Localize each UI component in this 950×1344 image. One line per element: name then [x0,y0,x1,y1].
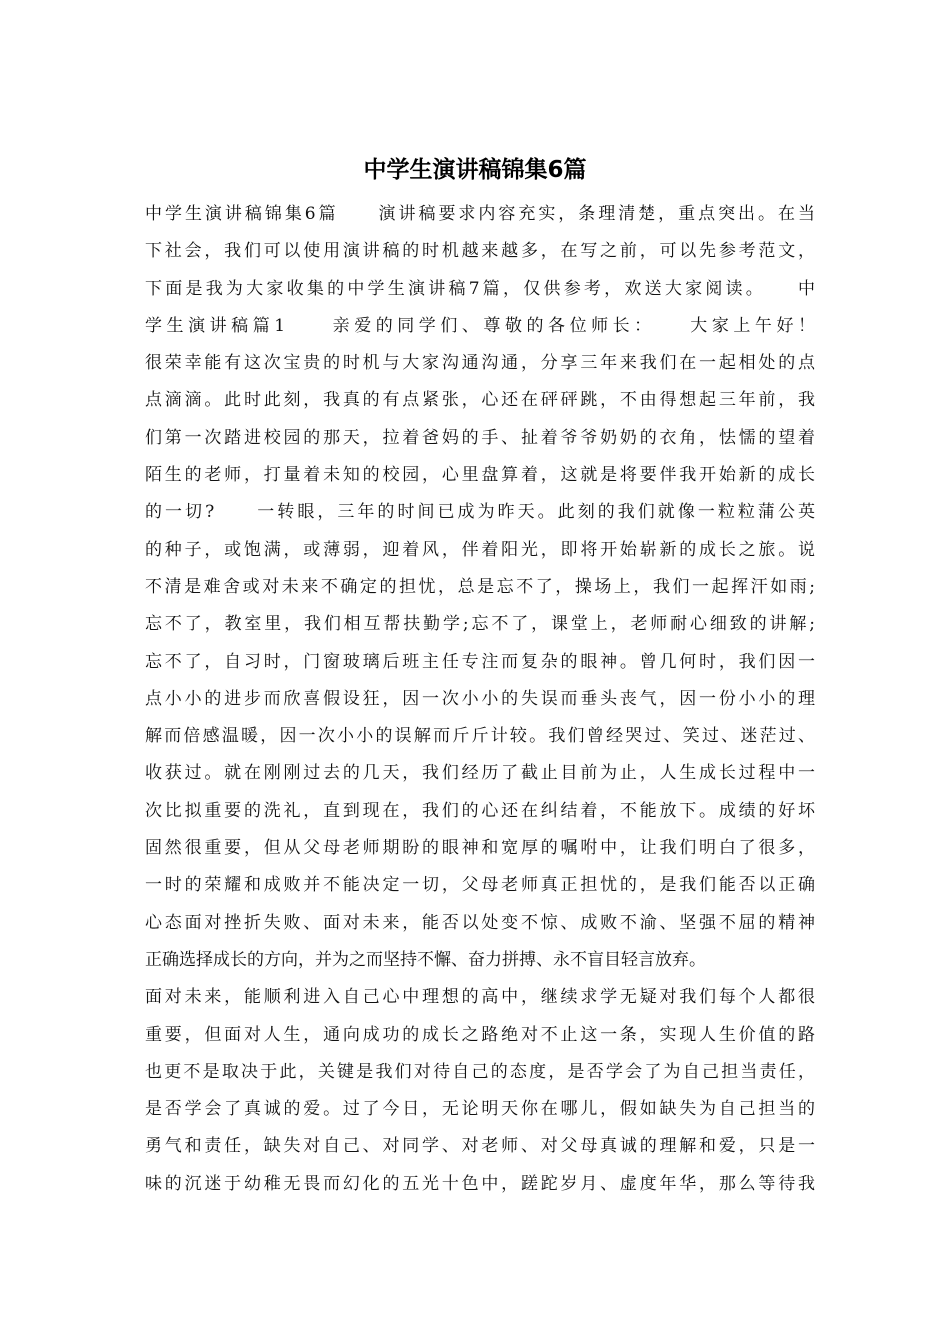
body-line: 陌生的老师，打量着未知的校园，心里盘算着，这就是将要伴我开始新的成长 [145,465,815,486]
body-line: 正确选择成长的方向，并为之而坚持不懈、奋力拼搏、永不盲目轻言放弃。 [145,949,706,970]
body-line: 心态面对挫折失败、面对未来，能否以处变不惊、成败不渝、坚强不屈的精神 [145,912,815,933]
document-body [145,196,815,1203]
body-line: 中学生演讲稿锦集6篇 演讲稿要求内容充实，条理清楚，重点突出。在当 [145,204,815,224]
body-line: 下面是我为大家收集的中学生演讲稿7篇，仅供参考，欢送大家阅读。 中 [145,278,815,299]
body-line: 味的沉迷于幼稚无畏而幻化的五光十色中，蹉跎岁月、虚度年华，那么等待我 [145,1173,815,1194]
body-line: 忘不了，教室里，我们相互帮扶勤学;忘不了，课堂上，老师耐心细致的讲解; [145,614,815,635]
body-line: 重要，但面对人生，通向成功的成长之路绝对不止这一条，实现人生价值的路 [145,1024,815,1045]
body-line: 一时的荣耀和成败并不能决定一切，父母老师真正担忧的，是我们能否以正确 [145,875,815,896]
body-line: 勇气和责任，缺失对自己、对同学、对老师、对父母真诚的理解和爱，只是一 [145,1136,815,1157]
body-line: 忘不了，自习时，门窗玻璃后班主任专注而复杂的眼神。曾几何时，我们因一 [145,651,815,672]
body-line: 是否学会了真诚的爱。过了今日，无论明天你在哪儿，假如缺失为自己担当的 [145,1099,815,1120]
body-line: 的种子，或饱满，或薄弱，迎着风，伴着阳光，即将开始崭新的成长之旅。说 [145,539,815,560]
body-line: 不清是难舍或对未来不确定的担忧，总是忘不了，操场上，我们一起挥汗如雨; [145,576,815,597]
document-title: 中学生演讲稿锦集6篇 [363,157,587,183]
body-line: 很荣幸能有这次宝贵的时机与大家沟通沟通，分享三年来我们在一起相处的点 [145,353,815,374]
body-line: 的一切? 一转眼，三年的时间已成为昨天。此刻的我们就像一粒粒蒲公英 [145,502,815,523]
body-line: 点滴滴。此时此刻，我真的有点紧张，心还在砰砰跳，不由得想起三年前，我 [145,390,815,411]
body-line: 下社会，我们可以使用演讲稿的时机越来越多，在写之前，可以先参考范文， [145,241,815,262]
body-line: 们第一次踏进校园的那天，拉着爸妈的手、扯着爷爷奶奶的衣角，怯懦的望着 [145,427,815,448]
body-line: 固然很重要，但从父母老师期盼的眼神和宽厚的嘱咐中，让我们明白了很多， [145,838,815,859]
body-line: 点小小的进步而欣喜假设狂，因一次小小的失误而垂头丧气，因一份小小的理 [145,688,815,709]
body-line: 面对未来，能顺利进入自己心中理想的高中，继续求学无疑对我们每个人都很 [145,987,815,1008]
body-line: 也更不是取决于此，关键是我们对待自己的态度，是否学会了为自己担当责任， [145,1061,815,1082]
body-line: 次比拟重要的洗礼，直到现在，我们的心还在纠结着，不能放下。成绩的好坏 [145,800,815,821]
body-line: 解而倍感温暖，因一次小小的误解而斤斤计较。我们曾经哭过、笑过、迷茫过、 [145,726,815,747]
body-line: 收获过。就在刚刚过去的几天，我们经历了截止目前为止，人生成长过程中一 [145,763,815,784]
body-line: 学生演讲稿篇1 亲爱的同学们、尊敬的各位师长： 大家上午好！ [145,315,815,336]
